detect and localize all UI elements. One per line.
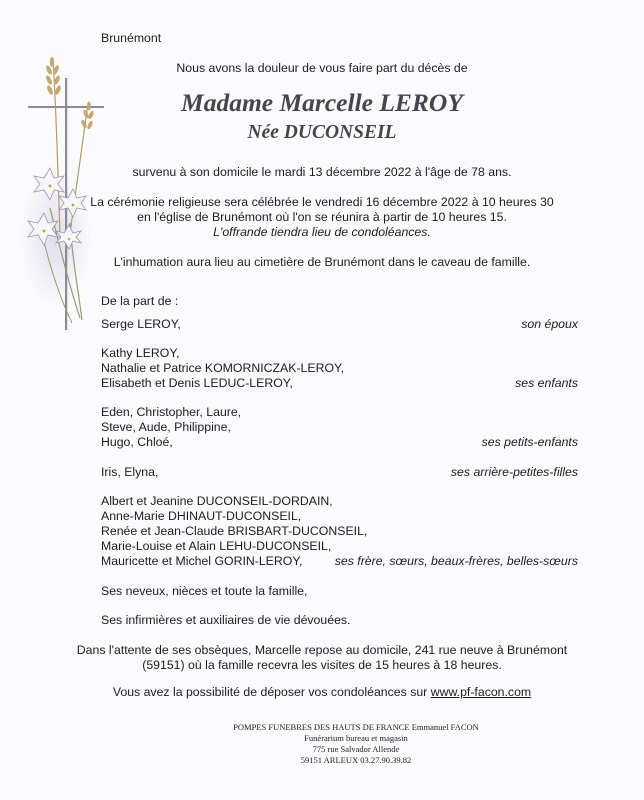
relation-siblings: ses frère, sœurs, beaux-frères, belles-sœurs [334,554,578,568]
footer-line-2: Funérarium bureau et magasin [304,733,408,743]
family-child-name: Kathy LEROY, [101,346,180,360]
visitation-line-1: Dans l'attente de ses obsèques, Marcelle repose au domicile, 241 rue neuve à Brunémont [76,643,568,657]
ceremony-line-1: La cérémonie religieuse sera célébrée le vendredi 16 décembre 2022 à 10 heures 30 [90,195,554,209]
family-sibling-name: Marie-Louise et Alain LEHU-DUCONSEIL, [101,539,332,553]
death-notice: survenu à son domicile le mardi 13 décembre 2022 à l'âge de 78 ans. [132,165,512,179]
family-sibling-name: Renée et Jean-Claude BRISBART-DUCONSEIL, [101,524,368,538]
condolences-link[interactable]: www.pf-facon.com [430,685,532,699]
from-label: De la part de : [101,294,179,308]
family-child-name: Elisabeth et Denis LEDUC-LEROY, [101,376,293,390]
family-sibling-name: Albert et Jeanine DUCONSEIL-DORDAIN, [101,494,333,508]
family-spouse-name: Serge LEROY, [101,317,181,331]
intro-text: Nous avons la douleur de vous faire part du décès de [176,61,468,75]
extended-family-text: Ses neveux, nièces et toute la famille, [101,584,308,598]
relation-grandchildren: ses petits-enfants [481,435,578,449]
footer-address: 775 rue Salvador Allende [312,744,400,754]
nurses-text: Ses infirmières et auxiliaires de vie dévouées. [101,613,351,627]
family-child-name: Nathalie et Patrice KOMORNICZAK-LEROY, [101,361,345,375]
relation-great-grandchildren: ses arrière-petites-filles [450,465,578,479]
family-grandchild-name: Steve, Aude, Philippine, [101,420,231,434]
burial-text: L'inhumation aura lieu au cimetière de Brunémont dans le caveau de famille. [113,255,531,269]
footer-city-phone: 59151 ARLEUX 03.27.90.39.82 [300,755,412,765]
family-great-grandchild-name: Iris, Elyna, [101,465,159,479]
family-sibling-name: Anne-Marie DHINAUT-DUCONSEIL, [101,509,302,523]
deceased-name: Madame Marcelle LEROY [181,88,463,117]
family-grandchild-name: Hugo, Chloé, [101,435,173,449]
family-sibling-name: Mauricette et Michel GORIN-LEROY, [101,554,303,568]
ceremony-line-3: L'offrande tiendra lieu de condoléances. [213,225,431,239]
visitation-line-2: (59151) où la famille recevra les visites de 15 heures à 18 heures. [142,658,502,672]
footer-company: POMPES FUNEBRES DES HAUTS DE FRANCE Emmanuel FACON [233,722,479,732]
relation-children: ses enfants [515,376,578,390]
condolences-text: Vous avez la possibilité de déposer vos condoléances sur [112,685,428,699]
birth-name: Née DUCONSEIL [247,122,397,143]
ceremony-line-2: en l'église de Brunémont où l'on se réunira à partir de 10 heures 15. [137,210,507,224]
condolences-line [0,685,644,699]
family-grandchild-name: Eden, Christopher, Laure, [101,405,242,419]
place-header: Brunémont [101,31,162,45]
relation-spouse: son époux [521,317,578,331]
